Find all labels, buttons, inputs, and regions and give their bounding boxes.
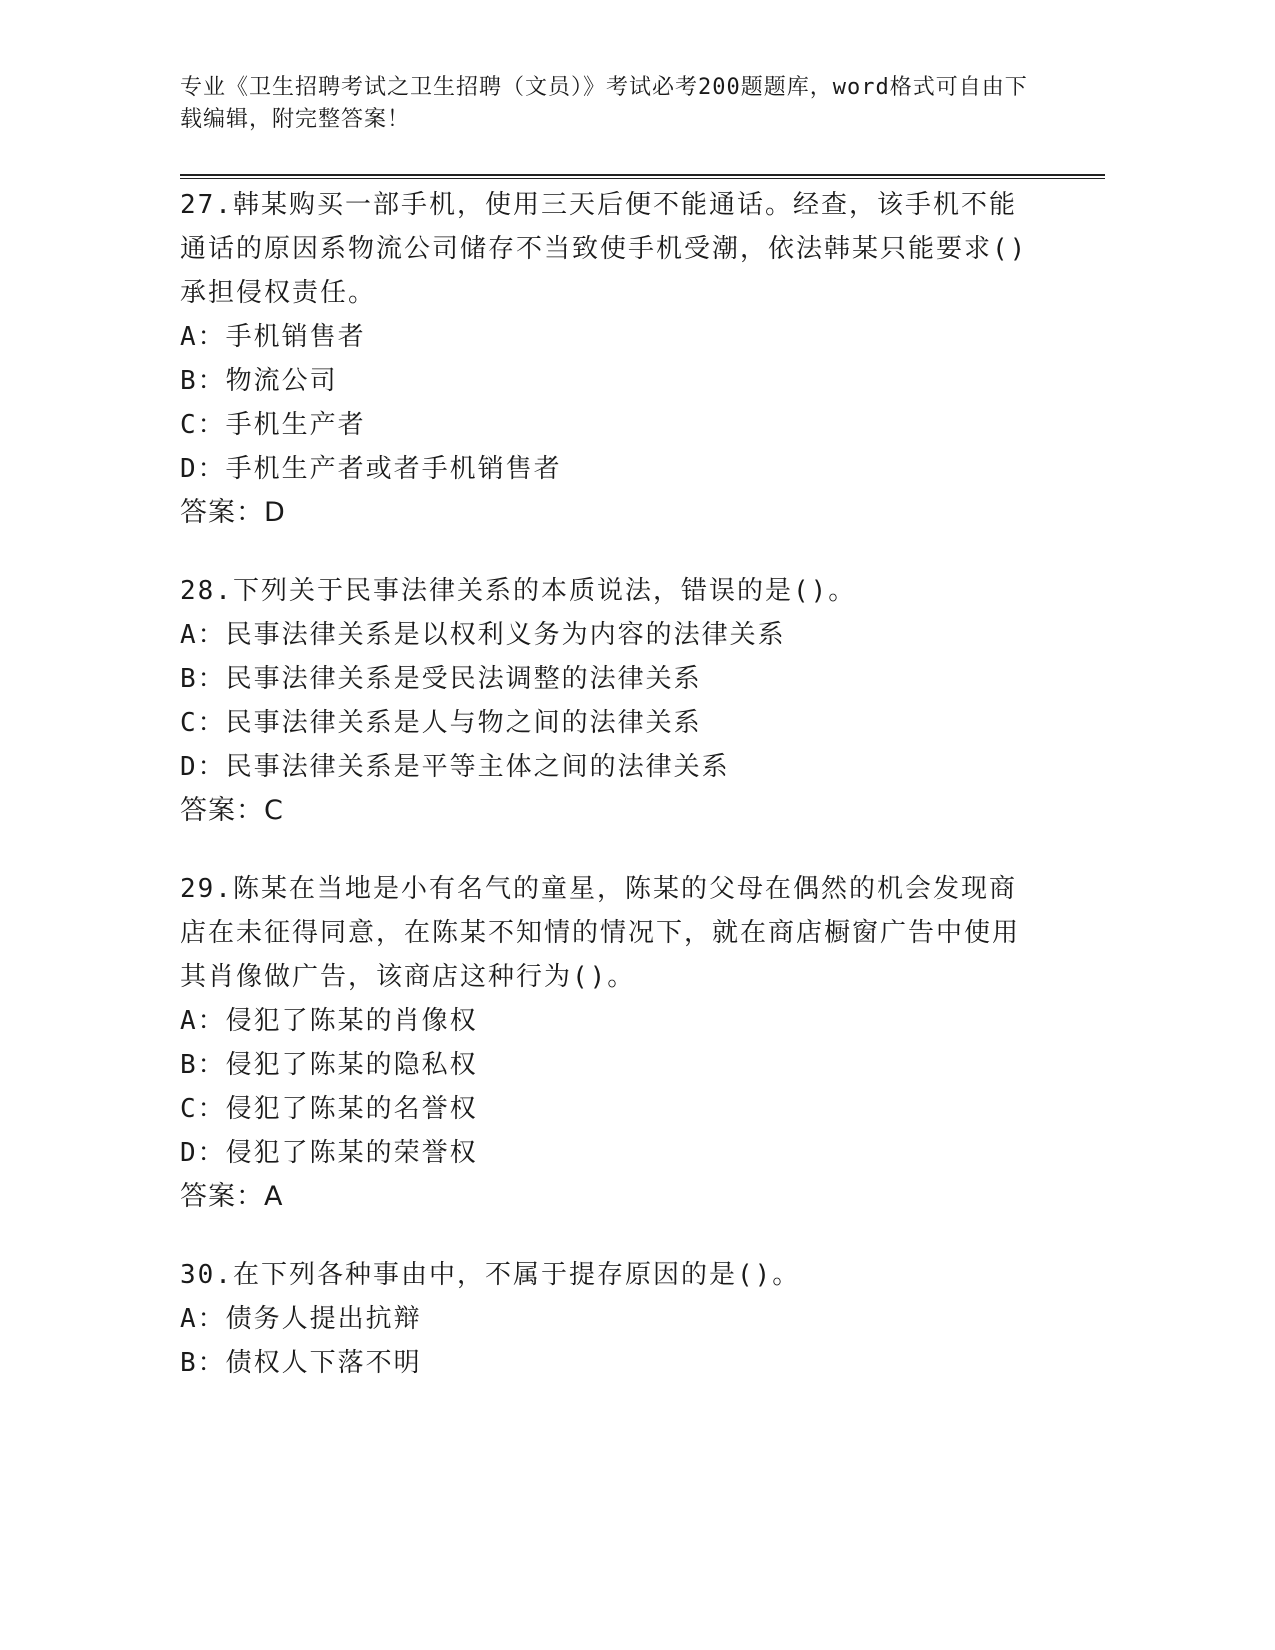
option-d: D：民事法律关系是平等主体之间的法律关系 bbox=[180, 752, 730, 782]
option-c: C：民事法律关系是人与物之间的法律关系 bbox=[180, 708, 702, 738]
option-b: B：侵犯了陈某的隐私权 bbox=[180, 1050, 478, 1080]
question-stem: 30.在下列各种事由中，不属于提存原因的是()。 bbox=[180, 1260, 801, 1290]
question-stem: 27.韩某购买一部手机，使用三天后便不能通话。经查，该手机不能通话的原因系物流公司储存不当致使手机受潮，依法韩某只能要求()承担侵权责任。 bbox=[180, 190, 1028, 308]
question-30 bbox=[180, 1253, 1040, 1385]
question-stem: 28.下列关于民事法律关系的本质说法，错误的是()。 bbox=[180, 576, 857, 606]
question-28 bbox=[180, 569, 1040, 833]
header-divider bbox=[180, 174, 1105, 179]
option-d: D：侵犯了陈某的荣誉权 bbox=[180, 1138, 478, 1168]
option-d: D：手机生产者或者手机销售者 bbox=[180, 454, 562, 484]
document-header-title: 专业《卫生招聘考试之卫生招聘（文员）》考试必考200题题库，word格式可自由下载编辑，附完整答案！ bbox=[180, 75, 1028, 132]
answer-label: 答案：C bbox=[180, 795, 284, 826]
option-a: A：债务人提出抗辩 bbox=[180, 1304, 422, 1334]
question-27 bbox=[180, 183, 1040, 535]
option-b: B：民事法律关系是受民法调整的法律关系 bbox=[180, 664, 702, 694]
answer-label: 答案：D bbox=[180, 497, 286, 528]
option-b: B：物流公司 bbox=[180, 366, 338, 396]
option-a: A：手机销售者 bbox=[180, 322, 366, 352]
option-a: A：侵犯了陈某的肖像权 bbox=[180, 1006, 478, 1036]
answer-label: 答案：A bbox=[180, 1181, 284, 1212]
option-a: A：民事法律关系是以权利义务为内容的法律关系 bbox=[180, 620, 786, 650]
document-page bbox=[180, 0, 1110, 1650]
question-stem: 29.陈某在当地是小有名气的童星，陈某的父母在偶然的机会发现商店在未征得同意，在陈某不知情的情况下，就在商店橱窗广告中使用其肖像做广告，该商店这种行为()。 bbox=[180, 874, 1021, 992]
question-29 bbox=[180, 867, 1040, 1219]
question-list bbox=[180, 183, 1040, 1419]
option-c: C：侵犯了陈某的名誉权 bbox=[180, 1094, 478, 1124]
option-c: C：手机生产者 bbox=[180, 410, 366, 440]
option-b: B：债权人下落不明 bbox=[180, 1348, 422, 1378]
